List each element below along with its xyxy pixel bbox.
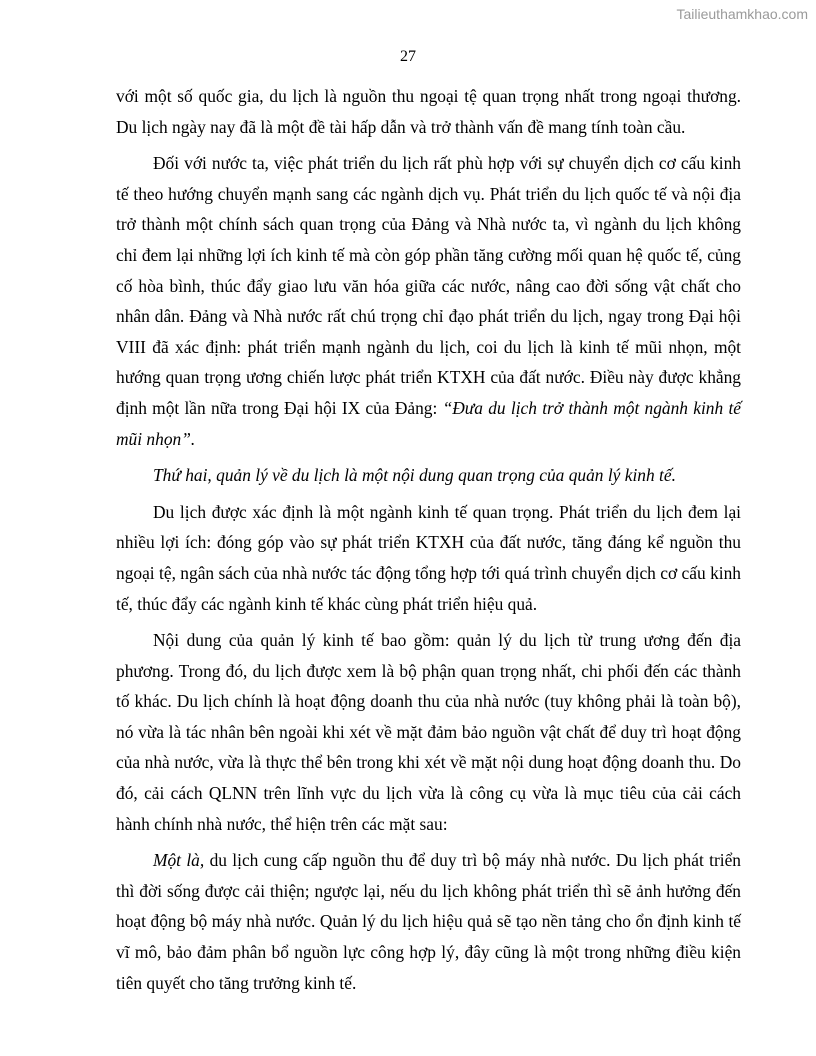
section-heading (116, 460, 741, 491)
page-number: 27 (400, 48, 416, 65)
paragraph-2 (116, 148, 741, 454)
paragraph-4-text: Nội dung của quản lý kinh tế bao gồm: quản lý du lịch từ trung ương đến địa phương. Trong đó, du lịch được xem là bộ phận quan trọng nhất, chi phối đến các thành tố khác. Du lịch chính là hoạt động doanh thu của nhà nước (tuy không phải là toàn bộ), nó vừa là tác nhân bên ngoài khi xét về mặt đảm bảo nguồn vật chất để duy trì hoạt động của nhà nước, vừa là thực thể bên trong khi xét về mặt nội dung hoạt động doanh thu. Do đó, cải cách QLNN trên lĩnh vực du lịch vừa là công cụ vừa là mục tiêu của cải cách hành chính nhà nước, thể hiện trên các mặt sau: (116, 630, 741, 834)
paragraph-2-quote: “Đưa du lịch trở thành một ngành kinh tế mũi nhọn”. (116, 397, 741, 449)
section-heading-text: Thứ hai, quản lý về du lịch là một nội dung quan trọng của quản lý kinh tế. (153, 465, 676, 486)
paragraph-4 (116, 625, 741, 839)
paragraph-5-text: du lịch cung cấp nguồn thu để duy trì bộ máy nhà nước. Du lịch phát triển thì đời sống được cải thiện; ngược lại, nếu du lịch không phát triển thì sẽ ảnh hưởng đến hoạt động bộ máy nhà nước. Quản lý du lịch hiệu quả sẽ tạo nền tảng cho ổn định kinh tế vĩ mô, bảo đảm phân bổ nguồn lực công hợp lý, đây cũng là một trong những điều kiện tiên quyết cho tăng trưởng kinh tế. (116, 850, 741, 993)
paragraph-5-lead: Một là, (153, 850, 205, 871)
paragraph-3 (116, 497, 741, 619)
paragraph-5 (116, 845, 741, 998)
document-body (116, 81, 741, 1004)
paragraph-3-text: Du lịch được xác định là một ngành kinh tế quan trọng. Phát triển du lịch đem lại nhiều lợi ích: đóng góp vào sự phát triển KTXH của đất nước, tăng đáng kể nguồn thu ngoại tệ, ngân sách của nhà nước tác động tổng hợp tới quá trình chuyển dịch cơ cấu kinh tế, thúc đẩy các ngành kinh tế khác cùng phát triển hiệu quả. (116, 501, 741, 614)
paragraph-1-text: với một số quốc gia, du lịch là nguồn thu ngoại tệ quan trọng nhất trong ngoại thương. Du lịch ngày nay đã là một đề tài hấp dẫn và trở thành vấn đề mang tính toàn cầu. (116, 86, 741, 137)
paragraph-2-text: Đối với nước ta, việc phát triển du lịch rất phù hợp với sự chuyển dịch cơ cấu kinh tế theo hướng chuyển mạnh sang các ngành dịch vụ. Phát triển du lịch quốc tế và nội địa trở thành một chính sách quan trọng của Đảng và Nhà nước ta, vì ngành du lịch không chỉ đem lại những lợi ích kinh tế mà còn góp phần tăng cường mối quan hệ quốc tế, củng cố hòa bình, thúc đẩy giao lưu văn hóa giữa các nước, nâng cao đời sống vật chất cho nhân dân. Đảng và Nhà nước rất chú trọng chỉ đạo phát triển du lịch, ngay trong Đại hội VIII đã xác định: phát triển mạnh ngành du lịch, coi du lịch là kinh tế mũi nhọn, một hướng quan trọng ương chiến lược phát triển KTXH của đất nước. Điều này được khẳng định một lần nữa trong Đại hội IX của Đảng: (116, 153, 741, 418)
watermark: Tailieuthamkhao.com (676, 6, 808, 22)
paragraph-1 (116, 81, 741, 142)
